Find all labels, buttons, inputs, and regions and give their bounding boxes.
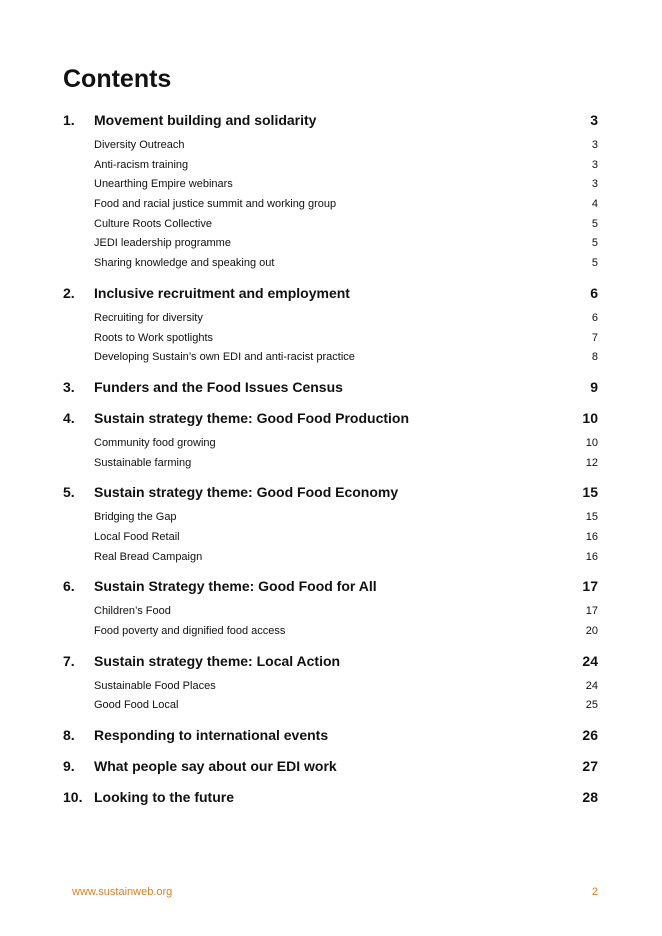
section-title: Food poverty and dignified food access	[94, 625, 286, 637]
toc-section-entry[interactable]	[63, 454, 598, 474]
toc-section-entry[interactable]	[63, 175, 598, 195]
toc-section-entry[interactable]	[63, 434, 598, 454]
chapter-title: Looking to the future	[94, 789, 234, 806]
section-title: Community food growing	[94, 436, 216, 449]
chapter-number: 6.	[63, 578, 75, 595]
footer-website[interactable]: www.sustainweb.org	[72, 886, 173, 898]
section-title: Local Food Retail	[94, 530, 180, 543]
toc-section-entry[interactable]	[63, 254, 598, 274]
toc-section-entry[interactable]	[63, 528, 598, 548]
section-page-number: 24	[585, 679, 598, 692]
section-page-number: 12	[585, 456, 598, 469]
section-title: Sharing knowledge and speaking out	[94, 257, 275, 270]
chapter-title: Sustain Strategy theme: Good Food for All	[94, 578, 377, 595]
chapter-page-number: 24	[582, 652, 598, 669]
toc-section-entry[interactable]	[63, 677, 598, 697]
table-of-contents	[63, 108, 598, 809]
section-title: Food and racial justice summit and working group	[94, 198, 337, 211]
toc-section-entry[interactable]	[63, 195, 598, 215]
section-title: Culture Roots Collective	[94, 217, 212, 230]
toc-section-entry[interactable]	[63, 348, 598, 368]
toc-chapter-entry[interactable]	[63, 406, 598, 430]
section-title: Sustainable farming	[94, 456, 192, 469]
chapter-number: 1.	[63, 112, 75, 128]
section-page-number: 16	[585, 530, 598, 543]
toc-chapter-entry[interactable]	[63, 785, 598, 809]
chapter-title: Movement building and solidarity	[94, 112, 317, 128]
toc-section-entry[interactable]	[63, 136, 598, 156]
section-page-number: 20	[585, 625, 598, 637]
chapter-number: 8.	[63, 727, 75, 744]
chapter-number: 2.	[63, 284, 75, 301]
toc-section-entry[interactable]	[63, 156, 598, 176]
chapter-number: 5.	[63, 484, 75, 501]
section-page-number: 3	[591, 178, 598, 191]
chapter-page-number: 6	[590, 284, 598, 301]
toc-chapter-entry[interactable]	[63, 649, 598, 673]
section-page-number: 25	[585, 699, 598, 712]
chapter-page-number: 27	[582, 758, 598, 775]
section-page-number: 3	[591, 158, 598, 171]
section-page-number: 15	[585, 511, 598, 524]
toc-section-entry[interactable]	[63, 329, 598, 349]
section-page-number: 3	[591, 139, 598, 151]
chapter-number: 7.	[63, 652, 75, 669]
section-page-number: 6	[591, 311, 598, 324]
chapter-page-number: 10	[582, 409, 598, 426]
toc-section-entry[interactable]	[63, 234, 598, 254]
section-title: Developing Sustain’s own EDI and anti-racist practice	[94, 351, 355, 364]
chapter-page-number: 9	[590, 378, 598, 395]
section-title: Real Bread Campaign	[94, 550, 203, 563]
section-title: Recruiting for diversity	[94, 311, 203, 324]
chapter-page-number: 17	[582, 578, 598, 595]
toc-chapter-entry[interactable]	[63, 281, 598, 305]
toc-chapter-entry[interactable]	[63, 574, 598, 598]
chapter-page-number: 15	[582, 484, 598, 501]
toc-section-entry[interactable]	[63, 215, 598, 235]
section-page-number: 10	[585, 436, 598, 449]
section-page-number: 5	[591, 217, 598, 230]
chapter-title: Responding to international events	[94, 727, 329, 744]
chapter-number: 9.	[63, 758, 75, 775]
section-title: JEDI leadership programme	[94, 237, 231, 250]
section-page-number: 16	[585, 550, 598, 563]
chapter-page-number: 26	[582, 727, 598, 744]
footer-page-number: 2	[591, 886, 598, 898]
section-title: Bridging the Gap	[94, 511, 177, 524]
section-title: Roots to Work spotlights	[94, 331, 214, 344]
section-title: Anti-racism training	[94, 158, 189, 171]
section-page-number: 8	[591, 351, 598, 364]
chapter-title: Sustain strategy theme: Local Action	[94, 652, 341, 669]
page-title: Contents	[63, 65, 172, 93]
section-title: Good Food Local	[94, 699, 179, 712]
chapter-page-number: 3	[590, 112, 598, 128]
section-title: Sustainable Food Places	[94, 679, 216, 692]
section-page-number: 7	[591, 331, 598, 344]
toc-section-entry[interactable]	[63, 602, 598, 622]
toc-chapter-entry[interactable]	[63, 108, 598, 132]
toc-section-entry[interactable]	[63, 696, 598, 716]
chapter-title: Funders and the Food Issues Census	[94, 378, 343, 395]
section-page-number: 4	[591, 198, 598, 211]
toc-section-entry[interactable]	[63, 622, 598, 642]
chapter-title: Sustain strategy theme: Good Food Production	[94, 409, 410, 426]
section-title: Unearthing Empire webinars	[94, 178, 233, 191]
toc-chapter-entry[interactable]	[63, 375, 598, 399]
chapter-number: 4.	[63, 409, 75, 426]
section-page-number: 17	[585, 605, 598, 618]
section-title: Diversity Outreach	[94, 139, 185, 151]
chapter-page-number: 28	[582, 789, 598, 806]
chapter-number: 10.	[63, 789, 83, 806]
section-page-number: 5	[591, 257, 598, 270]
toc-chapter-entry[interactable]	[63, 754, 598, 778]
toc-chapter-entry[interactable]	[63, 723, 598, 747]
section-title: Children’s Food	[94, 605, 171, 618]
toc-chapter-entry[interactable]	[63, 480, 598, 504]
toc-section-entry[interactable]	[63, 548, 598, 568]
chapter-title: What people say about our EDI work	[94, 758, 337, 775]
section-page-number: 5	[591, 237, 598, 250]
chapter-title: Sustain strategy theme: Good Food Economy	[94, 484, 399, 501]
chapter-number: 3.	[63, 378, 75, 395]
toc-section-entry[interactable]	[63, 508, 598, 528]
chapter-title: Inclusive recruitment and employment	[94, 284, 350, 301]
toc-section-entry[interactable]	[63, 309, 598, 329]
